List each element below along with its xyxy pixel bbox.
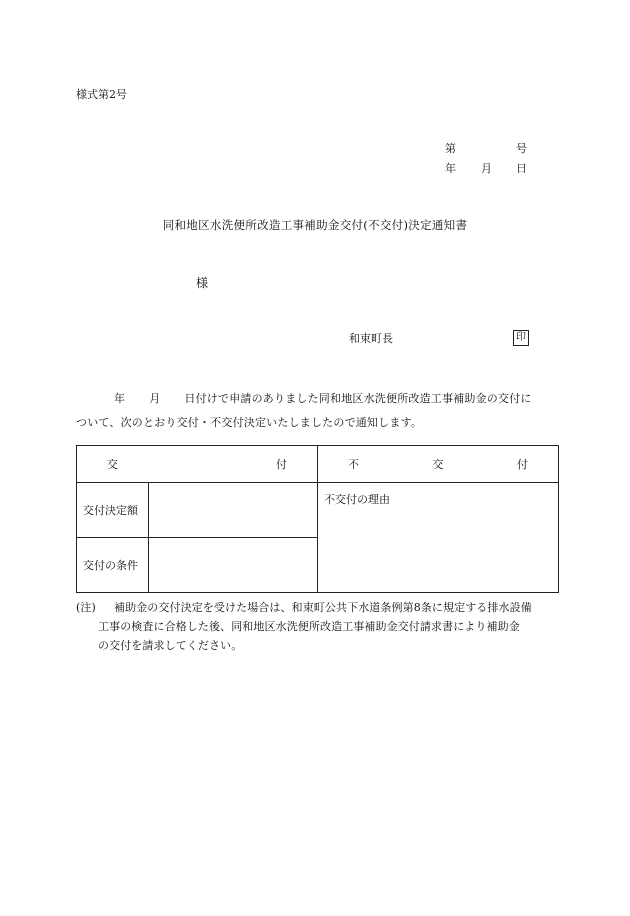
issuer-name: 和束町長: [349, 332, 393, 345]
amount-label: 交付決定額: [77, 483, 149, 538]
footnote: [76, 598, 558, 655]
non-grant-header: [318, 446, 559, 483]
footnote-line-1: [76, 598, 558, 617]
grant-header-char-1: 交: [107, 458, 118, 471]
conditions-value-field[interactable]: [149, 538, 318, 593]
footnote-line-2: 工事の検査に合格した後、同和地区水洗便所改造工事補助金交付請求書により補助金: [98, 620, 520, 633]
non-grant-reason-field[interactable]: [318, 483, 559, 593]
footnote-text-1: 補助金の交付決定を受けた場合は、和束町公共下水道条例第8条に規定する排水設備: [114, 601, 532, 614]
body-year: 年: [114, 392, 126, 405]
footnote-head: (注): [76, 601, 96, 614]
decision-table: [76, 445, 559, 593]
document-title: 同和地区水洗便所改造工事補助金交付(不交付)決定通知書: [162, 218, 468, 232]
date-year: 年: [445, 162, 456, 175]
body-line-1: [76, 387, 556, 411]
non-grant-header-char-2: 交: [432, 458, 444, 471]
recipient-honorific: 様: [196, 276, 209, 290]
amount-value-field[interactable]: [149, 483, 318, 538]
reference-prefix: 第: [445, 142, 456, 155]
date-day: 日: [516, 162, 527, 175]
body-line-2: ついて、次のとおり交付・不交付決定いたしましたので通知します。: [76, 416, 423, 429]
non-grant-header-char-1: 不: [348, 458, 359, 471]
reference-suffix: 号: [516, 142, 527, 155]
date-month: 月: [481, 162, 492, 175]
non-grant-reason-label: 不交付の理由: [324, 493, 390, 506]
footnote-line-3: の交付を請求してください。: [98, 639, 243, 652]
form-number: 様式第2号: [76, 88, 127, 101]
body-month: 月: [149, 392, 161, 405]
grant-header: [77, 446, 318, 483]
notice-body: [76, 387, 556, 435]
body-line-1-text: 日付けで申請のありました同和地区水洗便所改造工事補助金の交付に: [184, 392, 532, 405]
grant-header-char-2: 付: [276, 458, 287, 471]
conditions-label: 交付の条件: [77, 538, 149, 593]
non-grant-header-char-3: 付: [517, 458, 528, 471]
seal-mark: 印: [513, 330, 529, 346]
